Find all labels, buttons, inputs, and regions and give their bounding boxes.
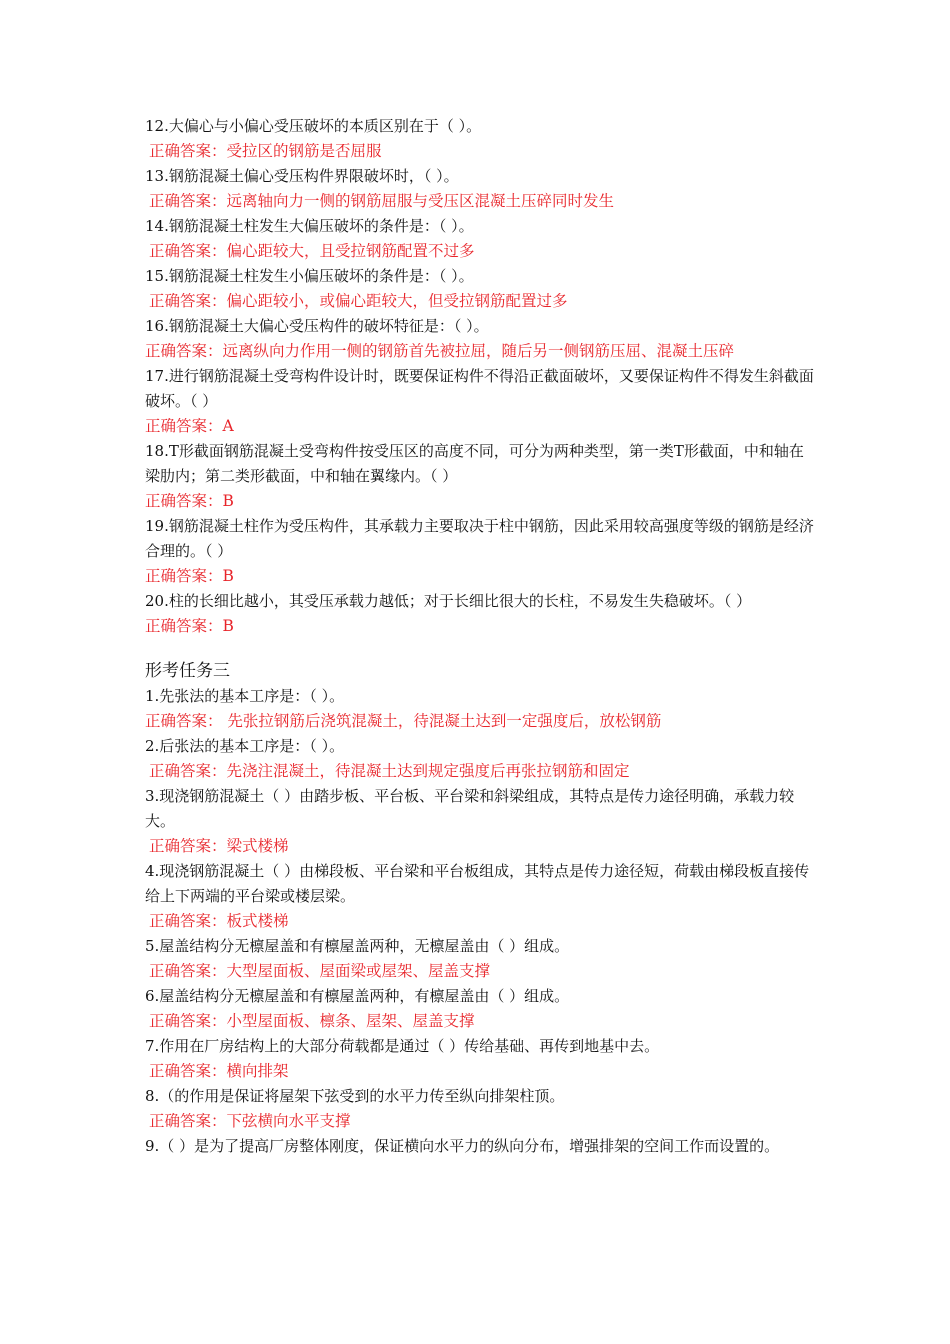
answer-7: 正确答案：横向排架 [149,1062,289,1080]
question-4: 4.现浇钢筋混凝土（ ）由梯段板、平台梁和平台板组成，其特点是传力途径短，荷载由梯段板直接传给上下两端的平台梁或楼层梁。 [145,862,810,905]
answer-6: 正确答案：小型屋面板、檩条、屋架、屋盖支撑 [149,1012,475,1030]
question-6: 6.屋盖结构分无檩屋盖和有檩屋盖两种，有檩屋盖由（ ）组成。 [145,987,570,1005]
question-20: 20.柱的长细比越小，其受压承载力越低；对于长细比很大的长柱，不易发生失稳破坏。（ ） [145,592,752,610]
question-5: 5.屋盖结构分无檩屋盖和有檩屋盖两种，无檩屋盖由（ ）组成。 [145,937,570,955]
answer-14: 正确答案：偏心距较大，且受拉钢筋配置不过多 [149,242,475,260]
question-12: 12.大偏心与小偏心受压破坏的本质区别在于（ ）。 [145,117,482,135]
answer-12: 正确答案：受拉区的钢筋是否屈服 [149,142,382,160]
question-list-top [145,114,815,639]
answer-13: 正确答案：远离轴向力一侧的钢筋屈服与受压区混凝土压碎同时发生 [149,192,615,210]
answer-8: 正确答案：下弦横向水平支撑 [149,1112,351,1130]
question-1: 1.先张法的基本工序是：（ ）。 [145,687,345,705]
question-list-bottom [145,684,815,1159]
answer-17: 正确答案：A [145,417,234,435]
question-2: 2.后张法的基本工序是：（ ）。 [145,737,345,755]
section-title: 形考任务三 [145,661,230,681]
question-18: 18.T形截面钢筋混凝土受弯构件按受压区的高度不同，可分为两种类型，第一类T形截面，中和轴在梁肋内；第二类形截面，中和轴在翼缘内。（ ） [145,442,804,485]
answer-19: 正确答案：B [145,567,234,585]
question-3: 3.现浇钢筋混凝土（ ）由踏步板、平台板、平台梁和斜梁组成，其特点是传力途径明确，承载力较大。 [145,787,795,830]
question-16: 16.钢筋混凝土大偏心受压构件的破坏特征是：（ ）。 [145,317,489,335]
answer-1: 正确答案： 先张拉钢筋后浇筑混凝土，待混凝土达到一定强度后，放松钢筋 [145,712,662,730]
question-13: 13.钢筋混凝土偏心受压构件界限破坏时，（ ）。 [145,167,459,185]
document-page [145,114,815,1159]
question-17: 17.进行钢筋混凝土受弯构件设计时，既要保证构件不得沿正截面破坏，又要保证构件不得发生斜截面破坏。（ ） [145,367,814,410]
answer-3: 正确答案：梁式楼梯 [149,837,289,855]
question-14: 14.钢筋混凝土柱发生大偏压破坏的条件是：（ ）。 [145,217,474,235]
answer-5: 正确答案：大型屋面板、屋面梁或屋架、屋盖支撑 [149,962,491,980]
question-7: 7.作用在厂房结构上的大部分荷载都是通过（ ）传给基础、再传到地基中去。 [145,1037,660,1055]
answer-20: 正确答案：B [145,617,234,635]
answer-16: 正确答案：远离纵向力作用一侧的钢筋首先被拉屈，随后另一侧钢筋压屈、混凝土压碎 [145,342,735,360]
question-19: 19.钢筋混凝土柱作为受压构件，其承载力主要取决于柱中钢筋，因此采用较高强度等级的钢筋是经济合理的。（ ） [145,517,814,560]
answer-18: 正确答案：B [145,492,234,510]
answer-15: 正确答案：偏心距较小，或偏心距较大，但受拉钢筋配置过多 [149,292,568,310]
question-15: 15.钢筋混凝土柱发生小偏压破坏的条件是：（ ）。 [145,267,474,285]
question-9: 9.（ ）是为了提高厂房整体刚度，保证横向水平力的纵向分布，增强排架的空间工作而设置的。 [145,1137,780,1155]
answer-4: 正确答案：板式楼梯 [149,912,289,930]
question-8: 8.（的作用是保证将屋架下弦受到的水平力传至纵向排架柱顶。 [145,1087,565,1105]
answer-2: 正确答案：先浇注混凝土，待混凝土达到规定强度后再张拉钢筋和固定 [149,762,630,780]
